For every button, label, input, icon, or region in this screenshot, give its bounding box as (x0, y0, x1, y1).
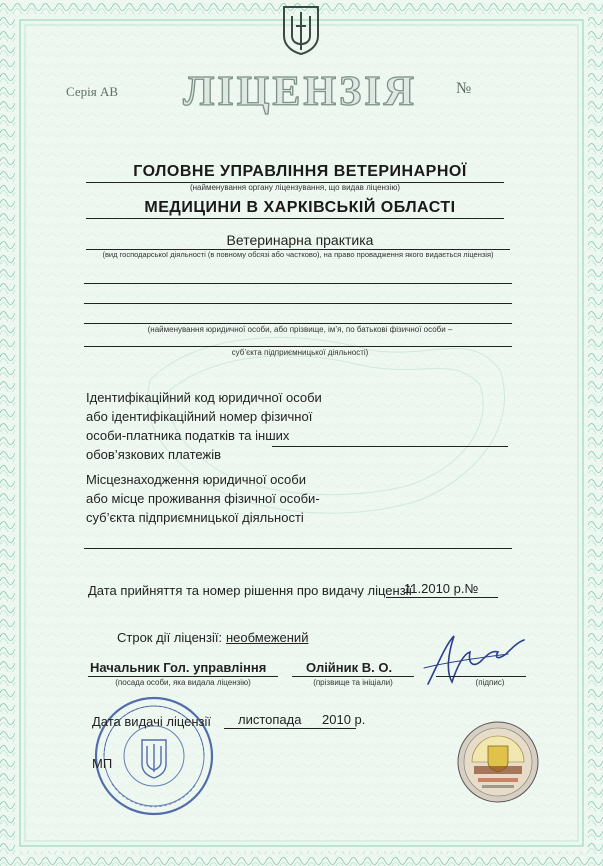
location-line: або місце проживання фізичної особи- (86, 491, 320, 506)
signatory-name: Олійник В. О. (306, 660, 393, 675)
activity-value: Ветеринарна практика (226, 232, 374, 248)
page-title: ЛІЦЕНЗІЯ (183, 69, 417, 115)
location-label (86, 470, 320, 527)
hologram-sticker (456, 720, 540, 804)
signature-caption: (підпис) (475, 678, 505, 687)
authority-caption: (найменування органу ліцензування, що видав ліцензію) (189, 183, 401, 192)
licensee-line-4 (84, 346, 512, 347)
authority-line-1: ГОЛОВНЕ УПРАВЛІННЯ ВЕТЕРИНАРНОЇ (133, 163, 467, 180)
issue-month: листопада (238, 712, 302, 727)
identification-line: або ідентифікаційний номер фізичної (86, 409, 313, 424)
activity-caption: (вид господарської діяльності (в повному обсязі або частково), на право провадження якого видається ліцензія) (102, 250, 494, 259)
license-number-label: № (456, 80, 472, 97)
authority-line-2: МЕДИЦИНИ В ХАРКІВСЬКІЙ ОБЛАСТІ (144, 199, 456, 216)
identification-line: Ідентифікаційний код юридичної особи (86, 390, 322, 405)
decision-underline (386, 597, 498, 598)
identification-label (86, 388, 322, 464)
licensee-caption-2: суб’єкта підприємницької діяльності) (231, 348, 369, 357)
issue-year: 2010 р. (322, 712, 366, 727)
decision-value: 11.2010 р.№ (404, 581, 479, 596)
location-underline (84, 548, 512, 549)
validity-label: Строк дії ліцензії: (117, 630, 223, 645)
decision-label: Дата прийняття та номер рішення про видачу ліцензії (88, 583, 413, 598)
location-line: суб’єкта підприємницької діяльності (86, 510, 304, 525)
name-caption: (прізвище та ініціали) (313, 678, 393, 687)
issue-underline (224, 728, 356, 729)
identification-underline (272, 446, 508, 447)
licensee-line-2 (84, 303, 512, 304)
location-line: Місцезнаходження юридичної особи (86, 472, 306, 487)
trident-icon (281, 4, 321, 56)
underline (292, 676, 414, 677)
position-caption: (посада особи, яка видала ліцензію) (115, 678, 251, 687)
identification-line: обов’язкових платежів (86, 447, 221, 462)
underline (86, 218, 504, 219)
licensee-line-1 (84, 283, 512, 284)
underline (88, 676, 278, 677)
validity-value: необмежений (226, 630, 309, 645)
identification-line: особи-платника податків та інших (86, 428, 290, 443)
issue-date-label: Дата видачі ліцензії (92, 714, 212, 729)
stamp-place-label: МП (92, 756, 113, 771)
signatory-position: Начальник Гол. управління (90, 660, 267, 675)
series-label: Серія АВ (66, 84, 118, 99)
signature-underline (436, 676, 526, 677)
licensee-caption-1: (найменування юридичної особи, або прізвище, ім’я, по батькові фізичної особи – (147, 325, 453, 334)
licensee-line-3 (84, 323, 512, 324)
